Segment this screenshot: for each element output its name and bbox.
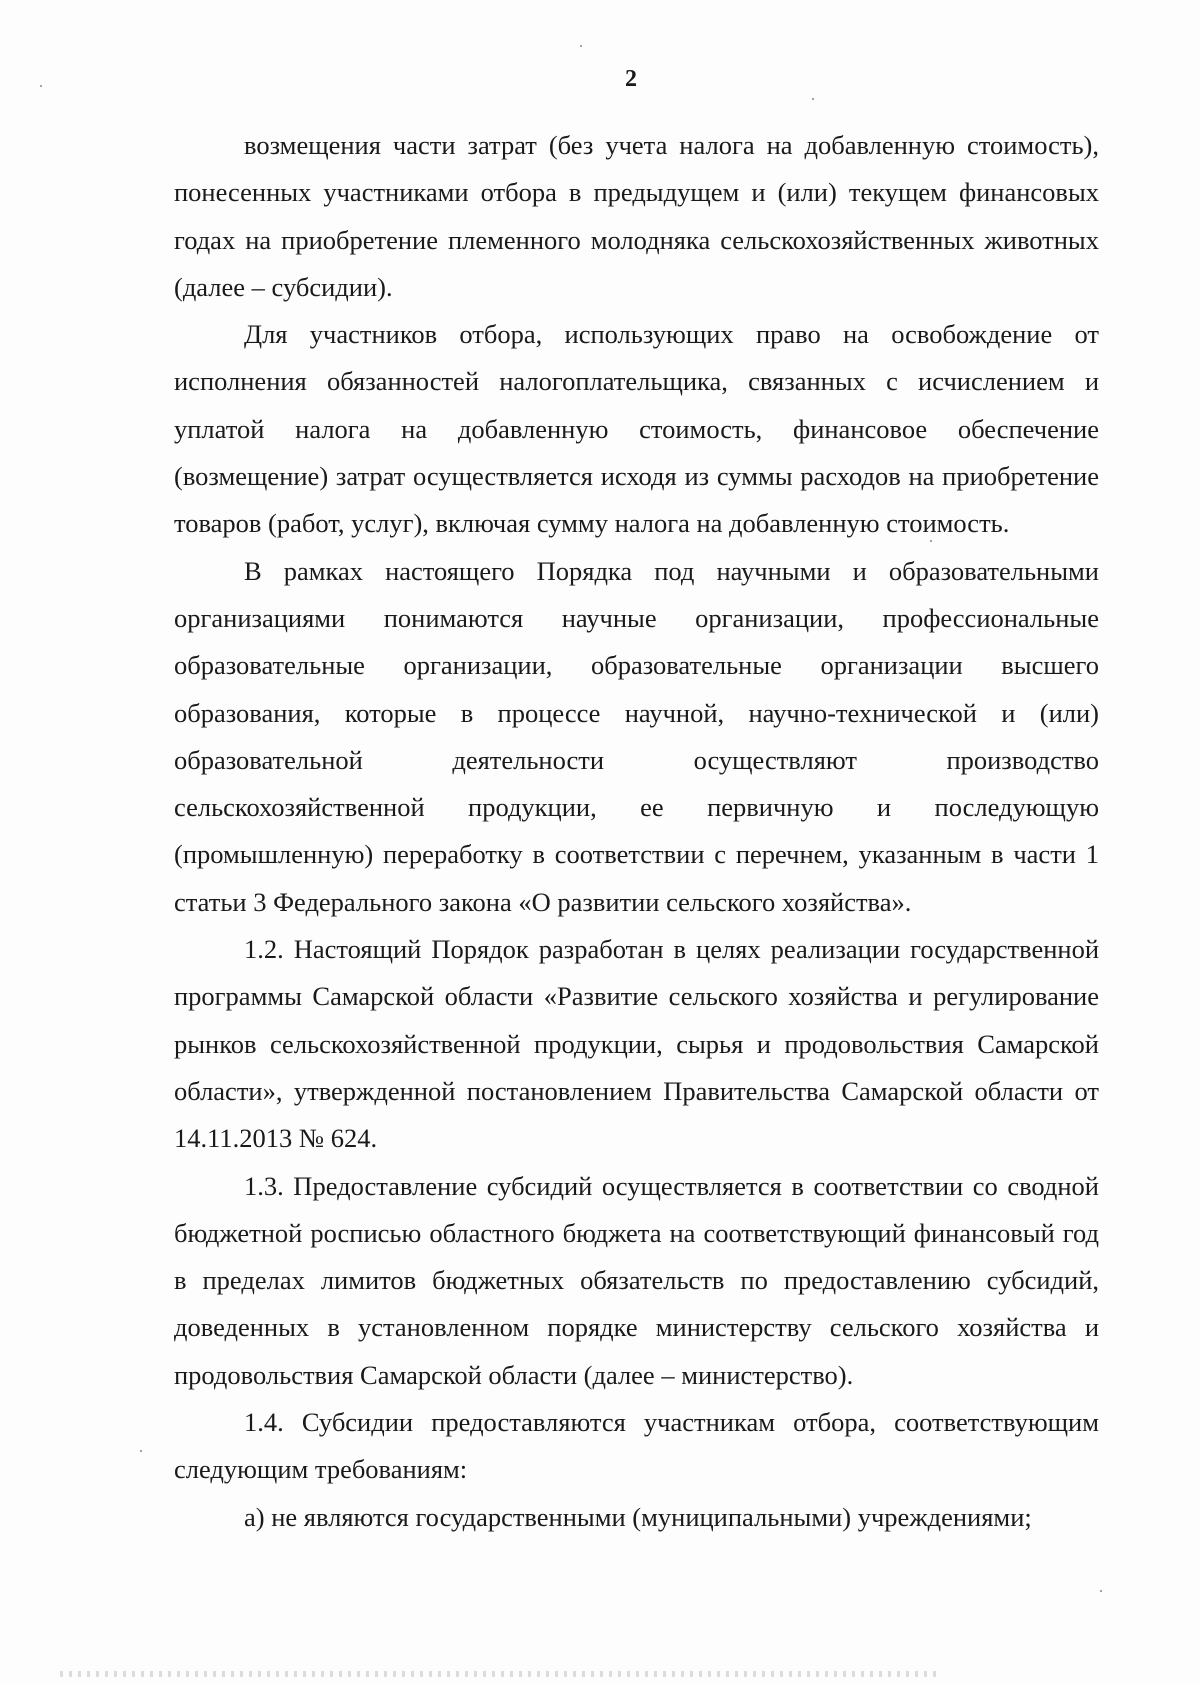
scan-speck: [1100, 1590, 1102, 1592]
document-body: [174, 122, 1099, 1541]
scan-speck: [812, 98, 814, 100]
scan-noise: [60, 1671, 940, 1677]
scan-speck: [140, 1450, 142, 1452]
scan-speck: [40, 85, 42, 87]
paragraph-3: В рамках настоящего Порядка под научными и образовательными организациями понимаются научные организации, профессиональные образовательные организации, образовательные организации высшего образования, которые в процессе научной, научно-технической и (или) образовательной деятельности осуществляют производство сельскохозяйственной продукции, ее первичную и последующую (промышленную) переработку в соответствии с перечнем, указанным в части 1 статьи 3 Федерального закона «О развитии сельского хозяйства».: [174, 555, 1099, 917]
scan-speck: [580, 45, 582, 47]
scan-speck: [930, 540, 932, 542]
paragraph-item-a: а) не являются государственными (муниципальными) учреждениями;: [244, 1501, 1032, 1532]
paragraph-1: возмещения части затрат (без учета налога на добавленную стоимость), понесенных участниками отбора в предыдущем и (или) текущем финансовых годах на приобретение племенного молодняка сельскохозяйственных животных (далее – субсидии).: [174, 130, 1099, 302]
paragraph-1-3: 1.3. Предоставление субсидий осуществляется в соответствии со сводной бюджетной росписью областного бюджета на соответствующий финансовый год в пределах лимитов бюджетных обязательств по предоставлению субсидий, доведенных в установленном порядке министерству сельского хозяйства и продовольствия Самарской области (далее – министерство).: [174, 1170, 1099, 1390]
paragraph-1-4: 1.4. Субсидии предоставляются участникам отбора, соответствующим следующим требованиям:: [174, 1407, 1099, 1485]
page-number: 2: [625, 66, 637, 92]
paragraph-2: Для участников отбора, использующих право на освобождение от исполнения обязанностей налогоплательщика, связанных с исчислением и уплатой налога на добавленную стоимость, финансовое обеспечение (возмещение) затрат осуществляется исходя из суммы расходов на приобретение товаров (работ, услуг), включая сумму налога на добавленную стоимость.: [174, 319, 1099, 539]
paragraph-1-2: 1.2. Настоящий Порядок разработан в целях реализации государственной программы Самарской области «Развитие сельского хозяйства и регулирование рынков сельскохозяйственной продукции, сырья и продовольствия Самарской области», утвержденной постановлением Правительства Самарской области от 14.11.2013 № 624.: [174, 934, 1099, 1154]
